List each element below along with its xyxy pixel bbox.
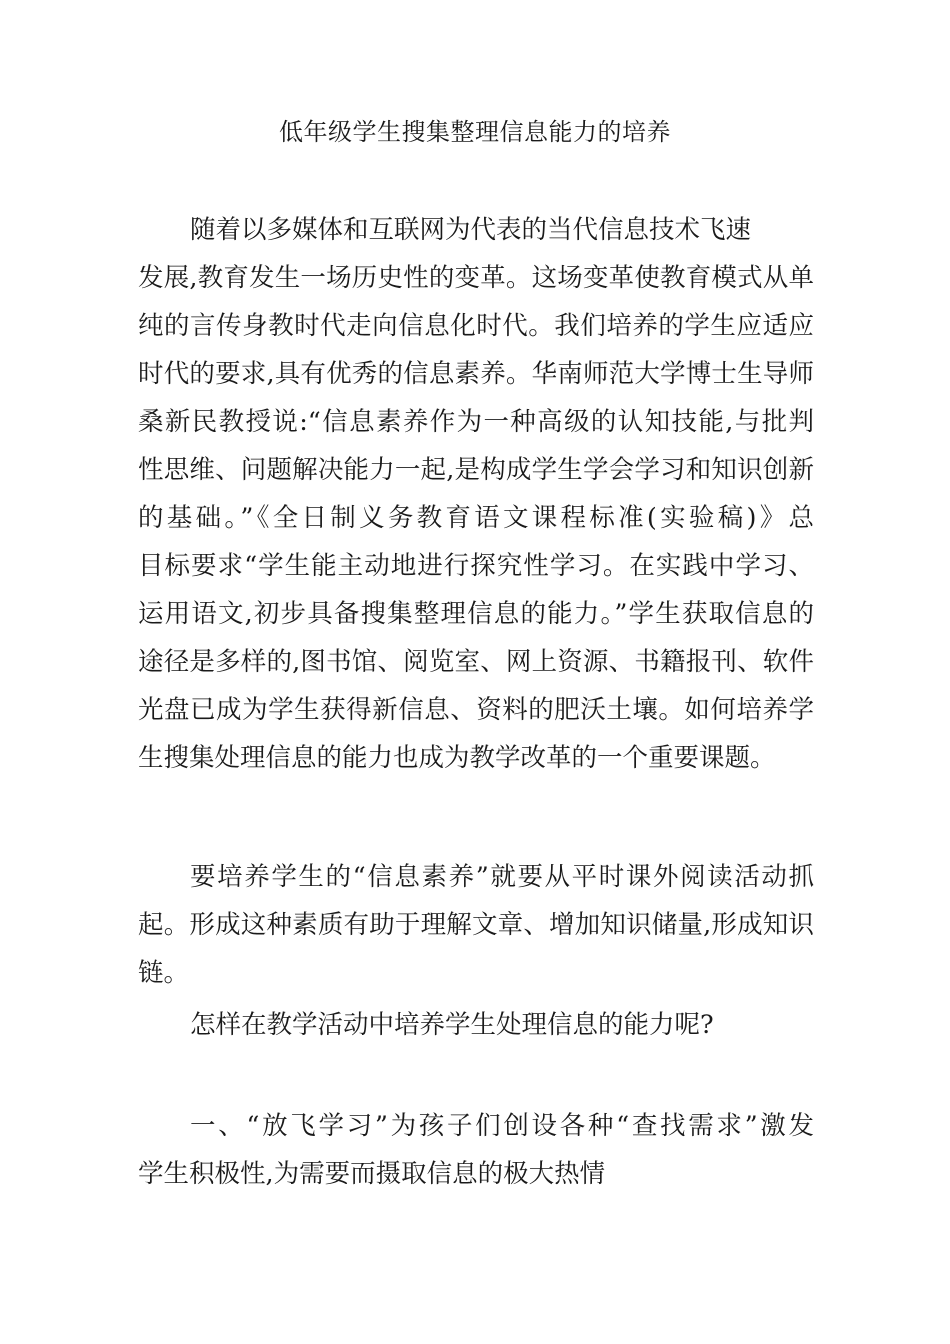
paragraph-1-line-9: 运用语文,初步具备搜集整理信息的能力。”学生获取信息的 — [138, 599, 814, 629]
paragraph-2-line-1: 要培养学生的“信息素养”就要从平时课外阅读活动抓 — [190, 862, 814, 892]
paragraph-2-line-2: 起。形成这种素质有助于理解文章、增加知识储量,形成知识 — [138, 910, 814, 940]
paragraph-1-line-2: 发展,教育发生一场历史性的变革。这场变革使教育模式从单 — [138, 263, 814, 293]
paragraph-1-line-10: 途径是多样的,图书馆、阅览室、网上资源、书籍报刊、软件 — [138, 647, 814, 677]
paragraph-1-line-6: 性思维、问题解决能力一起,是构成学生学会学习和知识创新 — [138, 455, 814, 485]
paragraph-1-line-7: 的基础。”《全日制义务教育语文课程标准(实验稿)》总 — [138, 503, 814, 533]
paragraph-1-line-12: 生搜集处理信息的能力也成为教学改革的一个重要课题。 — [138, 743, 776, 773]
paragraph-4-line-2: 学生积极性,为需要而摄取信息的极大热情 — [138, 1159, 606, 1189]
paragraph-2-line-3: 链。 — [138, 958, 190, 988]
document-title: 低年级学生搜集整理信息能力的培养 — [279, 118, 671, 146]
paragraph-1-line-3: 纯的言传身教时代走向信息化时代。我们培养的学生应适应 — [138, 311, 814, 341]
paragraph-1-line-5: 桑新民教授说:“信息素养作为一种高级的认知技能,与批判 — [138, 407, 814, 437]
paragraph-1-line-11: 光盘已成为学生获得新信息、资料的肥沃土壤。如何培养学 — [138, 695, 814, 725]
paragraph-1-line-8: 目标要求“学生能主动地进行探究性学习。在实践中学习、 — [138, 551, 814, 581]
paragraph-4-line-1: 一、“放飞学习”为孩子们创设各种“查找需求”激发 — [190, 1111, 814, 1141]
paragraph-1-line-4: 时代的要求,具有优秀的信息素养。华南师范大学博士生导师 — [138, 359, 814, 389]
paragraph-3-line-1: 怎样在教学活动中培养学生处理信息的能力呢? — [190, 1010, 714, 1040]
paragraph-1-line-1: 随着以多媒体和互联网为代表的当代信息技术飞速 — [190, 215, 752, 245]
